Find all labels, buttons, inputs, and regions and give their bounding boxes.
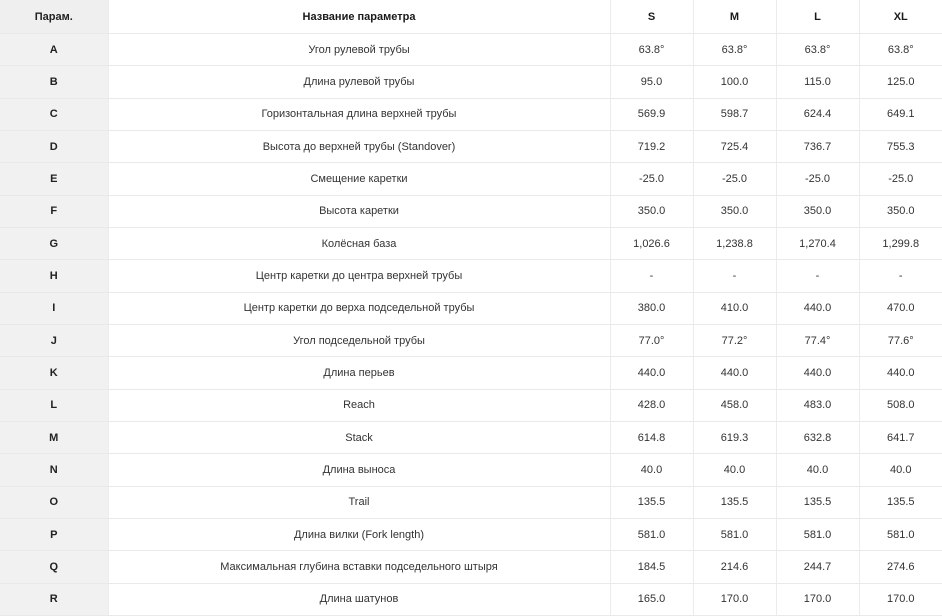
- value-l: 624.4: [776, 98, 859, 130]
- param-name: Длина рулевой трубы: [108, 66, 610, 98]
- value-m: 63.8°: [693, 34, 776, 66]
- value-s: 380.0: [610, 292, 693, 324]
- table-row: [0, 227, 942, 259]
- value-xl: 135.5: [859, 486, 942, 518]
- value-m: 1,238.8: [693, 227, 776, 259]
- param-key: H: [0, 260, 108, 292]
- value-l: -: [776, 260, 859, 292]
- table-row: [0, 324, 942, 356]
- value-xl: 40.0: [859, 454, 942, 486]
- param-name: Длина выноса: [108, 454, 610, 486]
- value-l: 40.0: [776, 454, 859, 486]
- param-name: Максимальная глубина вставки подседельного штыря: [108, 551, 610, 583]
- value-s: 614.8: [610, 421, 693, 453]
- value-m: 77.2°: [693, 324, 776, 356]
- param-key: M: [0, 421, 108, 453]
- value-s: 135.5: [610, 486, 693, 518]
- value-m: 619.3: [693, 421, 776, 453]
- value-xl: 641.7: [859, 421, 942, 453]
- table-row: [0, 292, 942, 324]
- param-key: E: [0, 163, 108, 195]
- value-s: 581.0: [610, 518, 693, 550]
- value-xl: 350.0: [859, 195, 942, 227]
- value-xl: 649.1: [859, 98, 942, 130]
- value-l: 350.0: [776, 195, 859, 227]
- table-row: [0, 98, 942, 130]
- value-xl: 470.0: [859, 292, 942, 324]
- param-name: Reach: [108, 389, 610, 421]
- param-key: P: [0, 518, 108, 550]
- param-name: Длина перьев: [108, 357, 610, 389]
- value-l: 115.0: [776, 66, 859, 98]
- param-key: A: [0, 34, 108, 66]
- value-xl: 63.8°: [859, 34, 942, 66]
- header-param: Парам.: [0, 0, 108, 34]
- value-xl: 77.6°: [859, 324, 942, 356]
- param-name: Длина шатунов: [108, 583, 610, 615]
- param-key: J: [0, 324, 108, 356]
- value-m: 40.0: [693, 454, 776, 486]
- value-xl: -25.0: [859, 163, 942, 195]
- param-key: B: [0, 66, 108, 98]
- header-size-xl: XL: [859, 0, 942, 34]
- value-s: 95.0: [610, 66, 693, 98]
- table-header-row: [0, 0, 942, 34]
- param-name: Горизонтальная длина верхней трубы: [108, 98, 610, 130]
- param-key: N: [0, 454, 108, 486]
- value-m: 410.0: [693, 292, 776, 324]
- param-key: R: [0, 583, 108, 615]
- value-l: 736.7: [776, 130, 859, 162]
- value-m: 440.0: [693, 357, 776, 389]
- value-m: 170.0: [693, 583, 776, 615]
- param-key: C: [0, 98, 108, 130]
- param-name: Stack: [108, 421, 610, 453]
- value-xl: 581.0: [859, 518, 942, 550]
- value-xl: 440.0: [859, 357, 942, 389]
- value-m: 581.0: [693, 518, 776, 550]
- param-key: D: [0, 130, 108, 162]
- value-s: 719.2: [610, 130, 693, 162]
- value-xl: 1,299.8: [859, 227, 942, 259]
- value-l: 440.0: [776, 292, 859, 324]
- value-m: 135.5: [693, 486, 776, 518]
- header-size-m: M: [693, 0, 776, 34]
- table-row: [0, 518, 942, 550]
- param-key: Q: [0, 551, 108, 583]
- value-m: 214.6: [693, 551, 776, 583]
- value-l: 440.0: [776, 357, 859, 389]
- value-m: -: [693, 260, 776, 292]
- value-s: 350.0: [610, 195, 693, 227]
- value-xl: 508.0: [859, 389, 942, 421]
- param-name: Угол рулевой трубы: [108, 34, 610, 66]
- table-row: [0, 195, 942, 227]
- value-m: 598.7: [693, 98, 776, 130]
- param-name: Смещение каретки: [108, 163, 610, 195]
- param-name: Высота до верхней трубы (Standover): [108, 130, 610, 162]
- table-row: [0, 357, 942, 389]
- table-row: [0, 421, 942, 453]
- value-s: 184.5: [610, 551, 693, 583]
- value-l: 244.7: [776, 551, 859, 583]
- header-size-l: L: [776, 0, 859, 34]
- value-s: 63.8°: [610, 34, 693, 66]
- table-row: [0, 130, 942, 162]
- value-xl: 170.0: [859, 583, 942, 615]
- header-size-s: S: [610, 0, 693, 34]
- value-l: 135.5: [776, 486, 859, 518]
- value-s: -25.0: [610, 163, 693, 195]
- value-s: 1,026.6: [610, 227, 693, 259]
- table-row: [0, 260, 942, 292]
- param-name: Высота каретки: [108, 195, 610, 227]
- value-m: 725.4: [693, 130, 776, 162]
- value-s: 440.0: [610, 357, 693, 389]
- table-row: [0, 66, 942, 98]
- param-key: K: [0, 357, 108, 389]
- value-m: 458.0: [693, 389, 776, 421]
- param-key: I: [0, 292, 108, 324]
- value-l: 632.8: [776, 421, 859, 453]
- value-l: 1,270.4: [776, 227, 859, 259]
- param-name: Trail: [108, 486, 610, 518]
- param-name: Длина вилки (Fork length): [108, 518, 610, 550]
- value-m: 350.0: [693, 195, 776, 227]
- table-row: [0, 389, 942, 421]
- param-key: L: [0, 389, 108, 421]
- param-key: O: [0, 486, 108, 518]
- value-s: 569.9: [610, 98, 693, 130]
- param-name: Центр каретки до центра верхней трубы: [108, 260, 610, 292]
- param-name: Колёсная база: [108, 227, 610, 259]
- param-key: F: [0, 195, 108, 227]
- value-l: 581.0: [776, 518, 859, 550]
- table-row: [0, 486, 942, 518]
- value-l: -25.0: [776, 163, 859, 195]
- value-l: 483.0: [776, 389, 859, 421]
- value-m: 100.0: [693, 66, 776, 98]
- value-s: 77.0°: [610, 324, 693, 356]
- value-s: 428.0: [610, 389, 693, 421]
- value-s: 40.0: [610, 454, 693, 486]
- value-xl: 274.6: [859, 551, 942, 583]
- param-name: Угол подседельной трубы: [108, 324, 610, 356]
- table-row: [0, 163, 942, 195]
- header-name: Название параметра: [108, 0, 610, 34]
- value-s: 165.0: [610, 583, 693, 615]
- value-m: -25.0: [693, 163, 776, 195]
- table-row: [0, 454, 942, 486]
- param-key: G: [0, 227, 108, 259]
- table-row: [0, 551, 942, 583]
- table-row: [0, 34, 942, 66]
- value-l: 63.8°: [776, 34, 859, 66]
- param-name: Центр каретки до верха подседельной трубы: [108, 292, 610, 324]
- value-s: -: [610, 260, 693, 292]
- value-xl: 125.0: [859, 66, 942, 98]
- value-xl: -: [859, 260, 942, 292]
- table-row: [0, 583, 942, 615]
- value-xl: 755.3: [859, 130, 942, 162]
- value-l: 77.4°: [776, 324, 859, 356]
- value-l: 170.0: [776, 583, 859, 615]
